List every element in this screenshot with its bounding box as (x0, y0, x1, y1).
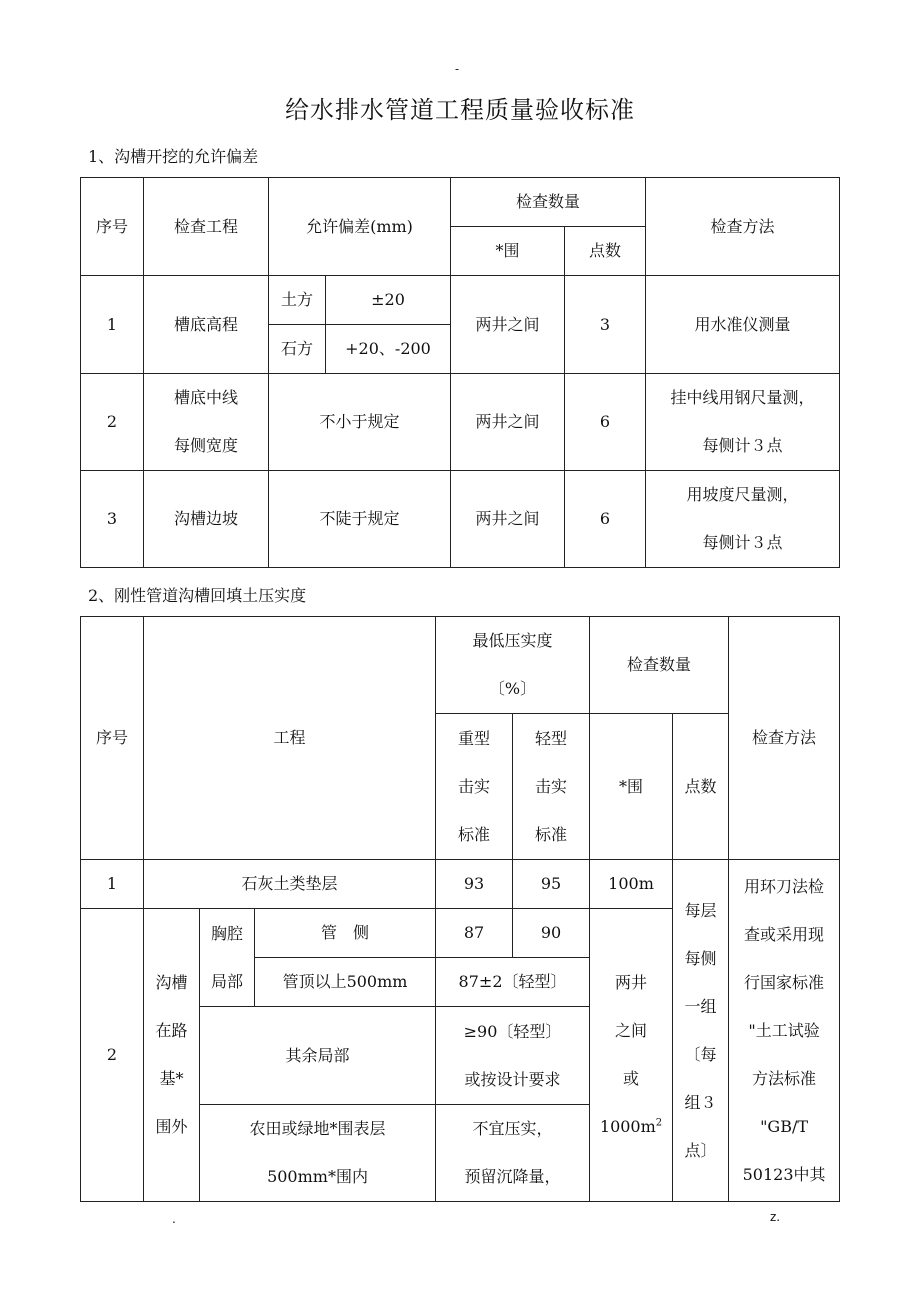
group-line4: 围外 (155, 1117, 188, 1136)
t2-row1-light: 95 (513, 860, 590, 909)
method-line7: 50123中其 (742, 1164, 826, 1184)
row2-method (646, 374, 840, 471)
row3-points: 6 (565, 471, 646, 568)
farm-value-line1: 不宜压实， (472, 1119, 553, 1138)
t2-header-item: 工程 (144, 617, 436, 860)
t2-pipe-side-light: 90 (513, 909, 590, 958)
row3-tolerance: 不陡于规定 (269, 471, 451, 568)
t2-pipe-side: 管 侧 (255, 909, 436, 958)
t2-header-method: 检查方法 (729, 617, 840, 860)
group-line1: 沟槽 (155, 973, 188, 992)
row1-earth-kind: 土方 (269, 276, 326, 325)
other-value-line1: ≥90〔轻型〕 (463, 1021, 562, 1041)
range-line2: 之间 (615, 1021, 648, 1040)
t2-farm (200, 1105, 436, 1202)
points-line5: 组３ (684, 1092, 717, 1112)
t2-header-no: 序号 (81, 617, 144, 860)
header-range: *围 (451, 227, 565, 276)
t2-pipe-side-heavy: 87 (436, 909, 513, 958)
t2-method-merged (729, 860, 840, 1202)
header-mark: - (455, 62, 460, 76)
excavation-tolerance-table (80, 177, 840, 568)
t2-other: 其余局部 (200, 1007, 436, 1105)
t2-header-heavy (436, 714, 513, 860)
heavy-line3: 标准 (458, 824, 491, 844)
min-compaction-line2: 〔%〕 (488, 679, 537, 698)
chest-line2: 局部 (210, 971, 243, 991)
method-line4: "土工试验 (748, 1020, 820, 1040)
row2-item-line2: 每侧宽度 (173, 436, 238, 455)
row2-points: 6 (565, 374, 646, 471)
t2-row1-range: 100m (590, 860, 673, 909)
range-line4 (590, 1103, 672, 1151)
row1-rock-value: +20、-200 (326, 325, 451, 374)
range-line1: 两井 (615, 973, 648, 992)
farm-value-line2: 预留沉降量， (464, 1167, 561, 1186)
row1-points: 3 (565, 276, 646, 374)
points-line6: 点〕 (684, 1140, 717, 1160)
t2-header-light (513, 714, 590, 860)
t2-row1-heavy: 93 (436, 860, 513, 909)
min-compaction-line1: 最低压实度 (472, 631, 553, 650)
row1-no: 1 (81, 276, 144, 374)
row1-rock-kind: 石方 (269, 325, 326, 374)
group-line3: 基* (159, 1069, 184, 1088)
heavy-line2: 击实 (458, 776, 491, 796)
section-2-heading: 2、刚性管道沟槽回填土压实度 (88, 586, 307, 605)
backfill-compaction-table (80, 616, 840, 1202)
chest-line1: 胸腔 (210, 923, 243, 943)
t2-row2-chest (200, 909, 255, 1007)
t2-header-quantity: 检查数量 (590, 617, 729, 714)
points-line3: 一组 (684, 996, 717, 1016)
light-line1: 轻型 (535, 728, 568, 748)
row3-item: 沟槽边坡 (144, 471, 269, 568)
light-line3: 标准 (535, 824, 568, 844)
farm-line1: 农田或绿地*围表层 (249, 1119, 386, 1138)
header-method: 检查方法 (646, 178, 840, 276)
method-line2: 查或采用现 (744, 924, 825, 944)
range-area: 1000m (599, 1117, 656, 1136)
row3-range: 两井之间 (451, 471, 565, 568)
t2-header-points: 点数 (673, 714, 729, 860)
row1-item: 槽底高程 (144, 276, 269, 374)
t2-row2-group (144, 909, 200, 1202)
row1-range: 两井之间 (451, 276, 565, 374)
method-line3: 行国家标准 (744, 972, 825, 992)
range-area-exponent: 2 (655, 1117, 663, 1129)
t2-points-merged (673, 860, 729, 1202)
row3-method-line1: 用坡度尺量测， (686, 485, 799, 504)
footer-right: z. (770, 1210, 781, 1224)
light-line2: 击实 (535, 776, 568, 796)
row3-no: 3 (81, 471, 144, 568)
t2-pipe-top: 管顶以上500mm (255, 958, 436, 1007)
t2-row1-item: 石灰土类垫层 (144, 860, 436, 909)
t2-header-range: *围 (590, 714, 673, 860)
points-line1: 每层 (684, 900, 717, 920)
footer-left: . (172, 1212, 176, 1226)
header-tolerance: 允许偏差(mm) (269, 178, 451, 276)
method-line5: 方法标准 (752, 1068, 817, 1088)
t2-pipe-top-value: 87±2〔轻型〕 (436, 958, 590, 1007)
other-value-line2: 或按设计要求 (464, 1069, 561, 1089)
farm-line2: 500mm*围内 (267, 1167, 368, 1186)
header-points: 点数 (565, 227, 646, 276)
t2-row2-no: 2 (81, 909, 144, 1202)
header-quantity: 检查数量 (451, 178, 646, 227)
page-title: 给水排水管道工程质量验收标准 (285, 96, 635, 124)
section-1-heading: 1、沟槽开挖的允许偏差 (88, 147, 259, 166)
range-line3: 或 (623, 1069, 640, 1088)
method-line1: 用环刀法检 (744, 876, 825, 896)
points-line2: 每侧 (684, 948, 717, 968)
t2-row1-no: 1 (81, 860, 144, 909)
t2-header-min-compaction (436, 617, 590, 714)
row2-item (144, 374, 269, 471)
row2-range: 两井之间 (451, 374, 565, 471)
row2-no: 2 (81, 374, 144, 471)
t2-row2-range (590, 909, 673, 1202)
row3-method-line2: 每侧计３点 (702, 533, 783, 552)
row2-tolerance: 不小于规定 (269, 374, 451, 471)
row2-method-line2: 每侧计３点 (702, 436, 783, 455)
row3-method (646, 471, 840, 568)
header-no: 序号 (81, 178, 144, 276)
row2-item-line1: 槽底中线 (173, 388, 238, 407)
row1-earth-value: ±20 (326, 276, 451, 325)
t2-other-value (436, 1007, 590, 1105)
t2-farm-value (436, 1105, 590, 1202)
method-line6: "GB/T (760, 1116, 809, 1136)
points-line4: 〔每 (684, 1044, 717, 1064)
heavy-line1: 重型 (458, 728, 491, 748)
group-line2: 在路 (155, 1021, 188, 1040)
header-item: 检查工程 (144, 178, 269, 276)
row2-method-line1: 挂中线用钢尺量测， (670, 388, 815, 407)
row1-method: 用水准仪测量 (646, 276, 840, 374)
